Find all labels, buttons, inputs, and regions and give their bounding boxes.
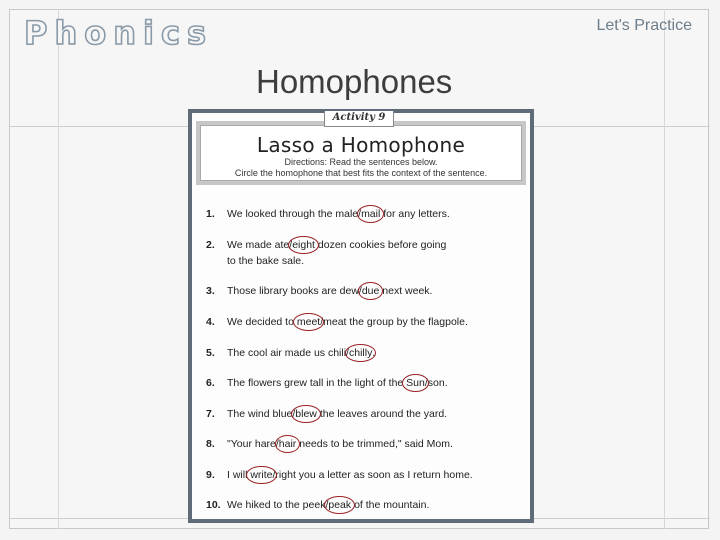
sentence-text: We decided to: [227, 316, 297, 328]
page-title: Homophones: [256, 63, 453, 100]
sentence-text: the leaves around the yard.: [316, 408, 448, 420]
item-sentence: [227, 438, 453, 450]
circled-answer: due: [362, 285, 380, 297]
circled-answer: meet: [297, 316, 320, 328]
sentence-text: We looked through the male/: [227, 208, 362, 220]
circled-answer: chilly: [349, 347, 372, 359]
circled-answer: eight: [292, 239, 315, 251]
margin-line: [58, 9, 59, 529]
answer-circle: [324, 496, 355, 514]
sentence-text: next week.: [379, 285, 433, 297]
item-number: 9.: [206, 469, 215, 481]
item-number: 10.: [206, 499, 221, 511]
item-number: 3.: [206, 285, 215, 297]
sentence-text: We made ate/: [227, 239, 293, 251]
item-number: 6.: [206, 377, 215, 389]
item-sentence: [227, 239, 446, 251]
item-sentence: [227, 208, 450, 220]
item-number: 5.: [206, 347, 215, 359]
answer-circle: [288, 236, 319, 254]
item-sentence: [227, 347, 375, 359]
item-sentence: [227, 408, 447, 420]
item-number: 1.: [206, 208, 215, 220]
item-number: 7.: [206, 408, 215, 420]
brand-title: Phonics: [24, 14, 213, 52]
sentence-text: I will: [227, 469, 251, 481]
margin-line: [664, 9, 665, 529]
sentence-text: needs to be trimmed," said Mom.: [296, 438, 453, 450]
sentence-text: /son.: [424, 377, 448, 389]
sentence-text: The wind blue/: [227, 408, 296, 420]
sentence-text: "Your hare/: [227, 438, 279, 450]
worksheet-banner: [196, 121, 526, 185]
sentence-text: We hiked to the peek/: [227, 499, 329, 511]
item-number: 2.: [206, 239, 215, 251]
sentence-text: dozen cookies before going: [314, 239, 447, 251]
worksheet-directions: [200, 157, 522, 179]
sentence-text: /meat the group by the flagpole.: [320, 316, 468, 328]
sentence-text: The flowers grew tall in the light of the: [227, 377, 407, 389]
answer-circle: [357, 205, 384, 223]
circled-answer: Sun: [406, 377, 425, 389]
sentence-text: .: [372, 347, 376, 359]
item-sentence: [227, 377, 448, 389]
item-sentence-continued: to the bake sale.: [227, 255, 305, 267]
activity-tab: Activity 9: [324, 111, 394, 127]
item-number: 4.: [206, 316, 215, 328]
answer-circle: [402, 374, 429, 392]
sentence-text: The cool air made us chili/: [227, 347, 349, 359]
answer-circle: [275, 435, 301, 453]
directions-line: Directions: Read the sentences below.: [284, 157, 438, 167]
answer-circle: [246, 466, 276, 484]
sentence-text: for any letters.: [380, 208, 450, 220]
circled-answer: peak: [328, 499, 351, 511]
answer-circle: [358, 282, 384, 300]
circled-answer: blew: [295, 408, 317, 420]
practice-label: Let's Practice: [596, 17, 692, 34]
worksheet-title: Lasso a Homophone: [256, 133, 466, 157]
circled-answer: write: [250, 469, 272, 481]
worksheet-image: [188, 109, 534, 523]
item-sentence: [227, 316, 468, 328]
circled-answer: mail: [361, 208, 380, 220]
item-sentence: [227, 499, 429, 511]
item-sentence: [227, 469, 473, 481]
sentence-text: /right you a letter as soon as I return home.: [272, 469, 473, 481]
item-number: 8.: [206, 438, 215, 450]
circled-answer: hair: [279, 438, 297, 450]
answer-circle: [345, 344, 376, 362]
sentence-text: Those library books are dew/: [227, 285, 362, 297]
sentence-text: of the mountain.: [351, 499, 430, 511]
directions-line: Circle the homophone that best fits the context of the sentence.: [234, 168, 488, 178]
item-sentence: [227, 285, 432, 297]
answer-circle: [291, 405, 321, 423]
answer-circle: [293, 313, 324, 331]
